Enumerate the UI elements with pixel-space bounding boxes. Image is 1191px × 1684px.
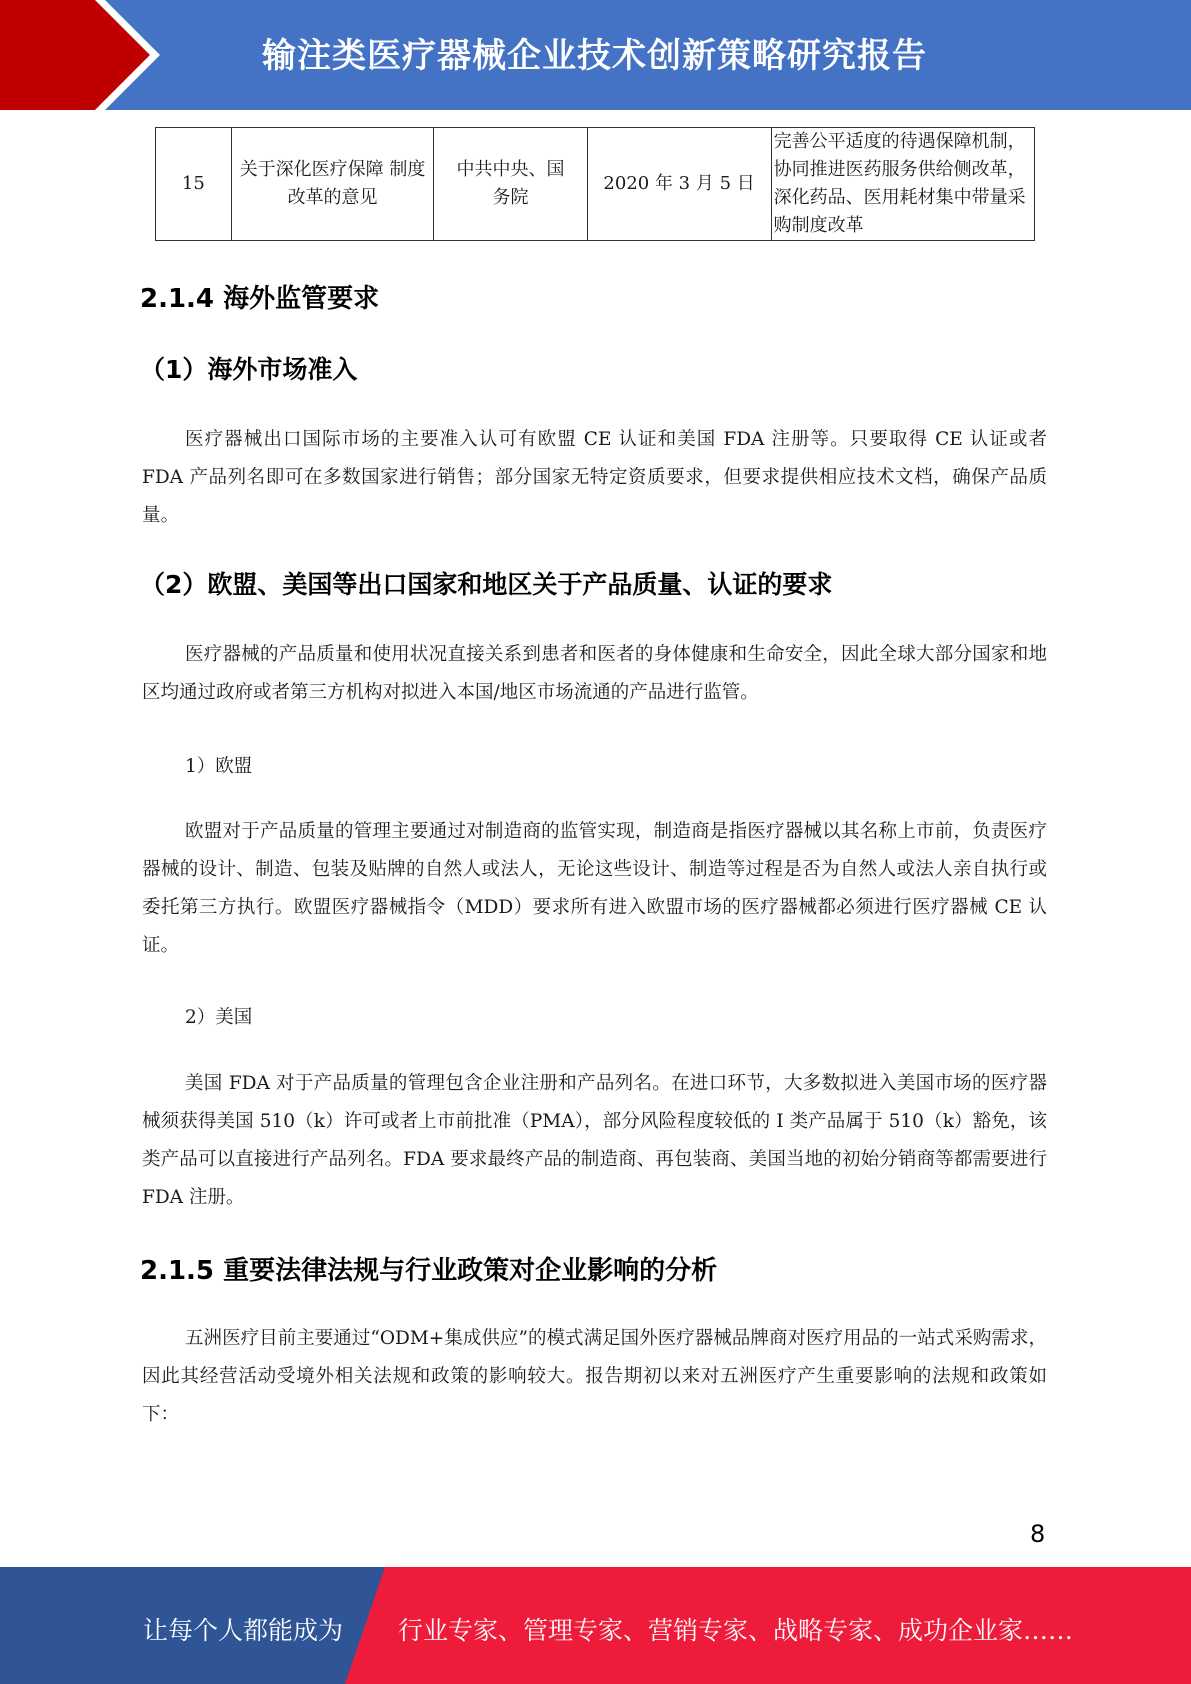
subsection-heading-market-access: （1）海外市场准入 [140, 355, 358, 384]
paragraph-us: 美国 FDA 对于产品质量的管理包含企业注册和产品列名。在进口环节，大多数拟进入美国市场的医疗器械须获得美国 510（k）许可或者上市前批准（PMA），部分风险程度较低的 I 类产品属于 510（k）豁免，该类产品可以直接进行产品列名。FDA 要求最终产品的制造商、再包装商、美国当地的初始分销商等都需要进行 FDA 注册。 [142, 1073, 1047, 1208]
table-cell-number: 15 [156, 128, 232, 241]
section-heading-2-1-4: 2.1.4 海外监管要求 [140, 284, 380, 314]
table-cell-name: 关于深化医疗保障 制度改革的意见 [231, 128, 434, 241]
subsection-heading-quality-requirements: （2）欧盟、美国等出口国家和地区关于产品质量、认证的要求 [140, 570, 833, 599]
footer-slogan-right: 行业专家、管理专家、营销专家、战略专家、成功企业家…… [398, 1616, 1074, 1645]
header-bar [0, 0, 1191, 110]
paragraph-market-access: 医疗器械出口国际市场的主要准入认可有欧盟 CE 认证和美国 FDA 注册等。只要取得 CE 认证或者 FDA 产品列名即可在多数国家进行销售；部分国家无特定资质要求，但要求提供相应技术文档，确保产品质量。 [142, 429, 1047, 526]
regulation-table [155, 127, 1035, 241]
table-cell-issuer: 中共中央、国务院 [434, 128, 587, 241]
paragraph-policy-impact: 五洲医疗目前主要通过“ODM+集成供应”的模式满足国外医疗器械品牌商对医疗用品的一站式采购需求，因此其经营活动受境外相关法规和政策的影响较大。报告期初以来对五洲医疗产生重要影响的法规和政策如下： [142, 1328, 1047, 1425]
document-title: 输注类医疗器械企业技术创新策略研究报告 [262, 36, 927, 76]
table-row [156, 128, 1035, 241]
label-us: 2）美国 [185, 1007, 253, 1028]
page-number: 8 [1030, 1520, 1046, 1548]
section-heading-2-1-5: 2.1.5 重要法律法规与行业政策对企业影响的分析 [140, 1256, 718, 1286]
paragraph-quality-requirements: 医疗器械的产品质量和使用状况直接关系到患者和医者的身体健康和生命安全，因此全球大部分国家和地区均通过政府或者第三方机构对拟进入本国/地区市场流通的产品进行监管。 [142, 644, 1047, 703]
table-cell-date: 2020 年 3 月 5 日 [587, 128, 771, 241]
paragraph-eu: 欧盟对于产品质量的管理主要通过对制造商的监管实现，制造商是指医疗器械以其名称上市前，负责医疗器械的设计、制造、包装及贴牌的自然人或法人，无论这些设计、制造等过程是否为自然人或法人亲自执行或委托第三方执行。欧盟医疗器械指令（MDD）要求所有进入欧盟市场的医疗器械都必须进行医疗器械 CE 认证。 [142, 821, 1047, 956]
table-cell-content: 完善公平适度的待遇保障机制，协同推进医药服务供给侧改革，深化药品、医用耗材集中带量采购制度改革 [771, 128, 1034, 241]
footer-slogan-left: 让每个人都能成为 [143, 1616, 344, 1645]
label-eu: 1）欧盟 [185, 756, 253, 777]
